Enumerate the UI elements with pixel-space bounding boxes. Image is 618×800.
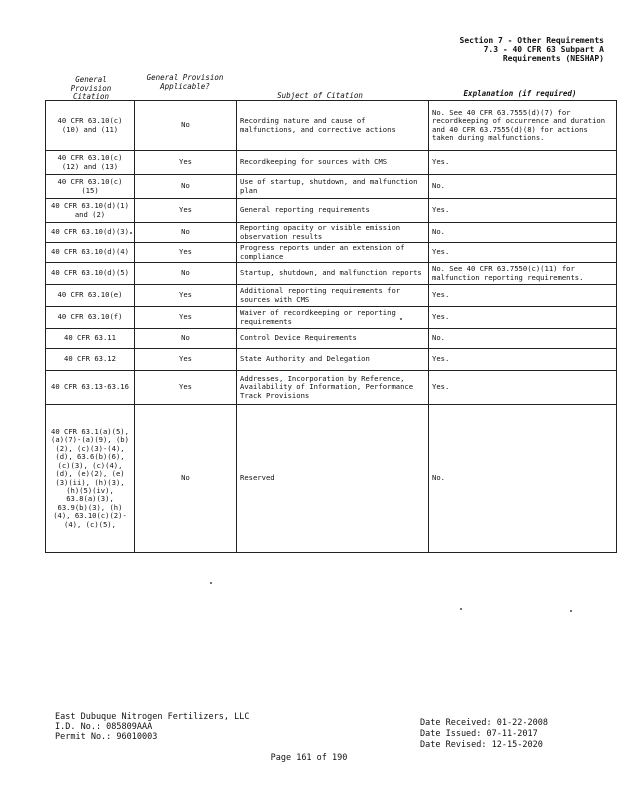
explanation-cell: Yes. bbox=[429, 349, 617, 371]
applicable-cell: No bbox=[135, 405, 237, 553]
applicable-cell: No bbox=[135, 101, 237, 151]
scan-speck bbox=[400, 318, 402, 320]
explanation-cell: No. bbox=[429, 223, 617, 243]
citation-cell: 40 CFR 63.10(e) bbox=[46, 285, 135, 307]
subject-cell: Use of startup, shutdown, and malfunction plan bbox=[237, 175, 429, 199]
scan-speck bbox=[570, 610, 572, 612]
citation-cell: 40 CFR 63.10(d)(3) bbox=[46, 223, 135, 243]
table-row bbox=[46, 243, 617, 263]
section-subtitle: 7.3 - 40 CFR 63 Subpart A bbox=[483, 45, 604, 54]
citation-cell: 40 CFR 63.10(d)(5) bbox=[46, 263, 135, 285]
applicable-cell: Yes bbox=[135, 243, 237, 263]
scan-speck bbox=[130, 232, 132, 234]
citation-cell: 40 CFR 63.1(a)(5), (a)(7)-(a)(9), (b)(2), (c)(3)-(4), (d), 63.6(b)(6), (c)(3), (c)(4), (d), (e)(2), (e)(3)(ii), (h)(3), (h)(5)(iv), 63.8(a)(3), 63.9(b)(3), (h)(4), 63.10(c)(2)-(4), (c)(5), bbox=[46, 405, 135, 553]
explanation-cell: Yes. bbox=[429, 199, 617, 223]
applicable-cell: Yes bbox=[135, 307, 237, 329]
id-number: I.D. No.: 085809AAA bbox=[55, 722, 153, 732]
explanation-cell: Yes. bbox=[429, 243, 617, 263]
table-row bbox=[46, 329, 617, 349]
section-title: Section 7 - Other Requirements bbox=[459, 36, 604, 45]
facility-info bbox=[55, 712, 249, 742]
applicable-cell: Yes bbox=[135, 349, 237, 371]
permit-number: Permit No.: 96010003 bbox=[55, 732, 158, 742]
column-header-explanation: Explanation (if required) bbox=[463, 89, 577, 98]
citation-cell: 40 CFR 63.10(d)(4) bbox=[46, 243, 135, 263]
section-subtitle-2: Requirements (NESHAP) bbox=[502, 54, 604, 63]
applicable-cell: No bbox=[135, 223, 237, 243]
explanation-cell: No. bbox=[429, 175, 617, 199]
subject-cell: General reporting requirements bbox=[237, 199, 429, 223]
explanation-cell: Yes. bbox=[429, 307, 617, 329]
applicable-cell: Yes bbox=[135, 199, 237, 223]
scan-speck bbox=[210, 582, 212, 584]
applicable-cell: Yes bbox=[135, 285, 237, 307]
date-info bbox=[420, 718, 548, 751]
table-row bbox=[46, 307, 617, 329]
column-header-subject: Subject of Citation bbox=[277, 91, 363, 100]
explanation-cell: No. See 40 CFR 63.7550(c)(11) for malfunction reporting requirements. bbox=[429, 263, 617, 285]
table-row bbox=[46, 199, 617, 223]
table-row bbox=[46, 349, 617, 371]
citation-cell: 40 CFR 63.13-63.16 bbox=[46, 371, 135, 405]
subject-cell: Waiver of recordkeeping or reporting requirements bbox=[237, 307, 429, 329]
requirements-table bbox=[45, 100, 617, 553]
subject-cell: State Authority and Delegation bbox=[237, 349, 429, 371]
subject-cell: Control Device Requirements bbox=[237, 329, 429, 349]
citation-cell: 40 CFR 63.12 bbox=[46, 349, 135, 371]
table-row bbox=[46, 405, 617, 553]
explanation-cell: No. bbox=[429, 329, 617, 349]
subject-cell: Additional reporting requirements for sources with CMS bbox=[237, 285, 429, 307]
company-name: East Dubuque Nitrogen Fertilizers, LLC bbox=[55, 712, 250, 722]
table-row bbox=[46, 101, 617, 151]
subject-cell: Progress reports under an extension of compliance bbox=[237, 243, 429, 263]
subject-cell: Reporting opacity or visible emission observation results bbox=[237, 223, 429, 243]
subject-cell: Addresses, Incorporation by Reference, Availability of Information, Performance Track Provisions bbox=[237, 371, 429, 405]
citation-cell: 40 CFR 63.11 bbox=[46, 329, 135, 349]
table-row bbox=[46, 263, 617, 285]
page-number: Page 161 of 190 bbox=[270, 753, 348, 763]
scan-speck bbox=[460, 608, 462, 610]
explanation-cell: No. bbox=[429, 405, 617, 553]
subject-cell: Recordkeeping for sources with CMS bbox=[237, 151, 429, 175]
citation-cell: 40 CFR 63.10(c)(12) and (13) bbox=[46, 151, 135, 175]
applicable-cell: No bbox=[135, 175, 237, 199]
table-row bbox=[46, 151, 617, 175]
citation-cell: 40 CFR 63.10(c)(10) and (11) bbox=[46, 101, 135, 151]
explanation-cell: Yes. bbox=[429, 285, 617, 307]
table-row bbox=[46, 175, 617, 199]
date-issued: Date Issued: 07-11-2017 bbox=[420, 729, 538, 739]
subject-cell: Startup, shutdown, and malfunction reports bbox=[237, 263, 429, 285]
explanation-cell: Yes. bbox=[429, 151, 617, 175]
column-header-applicable: General Provision Applicable? bbox=[146, 73, 224, 91]
citation-cell: 40 CFR 63.10(f) bbox=[46, 307, 135, 329]
applicable-cell: No bbox=[135, 263, 237, 285]
table-row bbox=[46, 285, 617, 307]
applicable-cell: Yes bbox=[135, 371, 237, 405]
explanation-cell: No. See 40 CFR 63.7555(d)(7) for recordkeeping of occurrence and duration and 40 CFR 63.7555(d)(8) for actions taken during malfunctions. bbox=[429, 101, 617, 151]
citation-cell: 40 CFR 63.10(c)(15) bbox=[46, 175, 135, 199]
date-revised: Date Revised: 12-15-2020 bbox=[420, 740, 543, 750]
subject-cell: Recording nature and cause of malfunctions, and corrective actions bbox=[237, 101, 429, 151]
column-header-citation: General Provision Citation bbox=[70, 75, 112, 101]
applicable-cell: Yes bbox=[135, 151, 237, 175]
date-received: Date Received: 01-22-2008 bbox=[420, 718, 548, 728]
explanation-cell: Yes. bbox=[429, 371, 617, 405]
applicable-cell: No bbox=[135, 329, 237, 349]
subject-cell: Reserved bbox=[237, 405, 429, 553]
citation-cell: 40 CFR 63.10(d)(1) and (2) bbox=[46, 199, 135, 223]
table-row bbox=[46, 371, 617, 405]
section-header bbox=[460, 36, 605, 63]
